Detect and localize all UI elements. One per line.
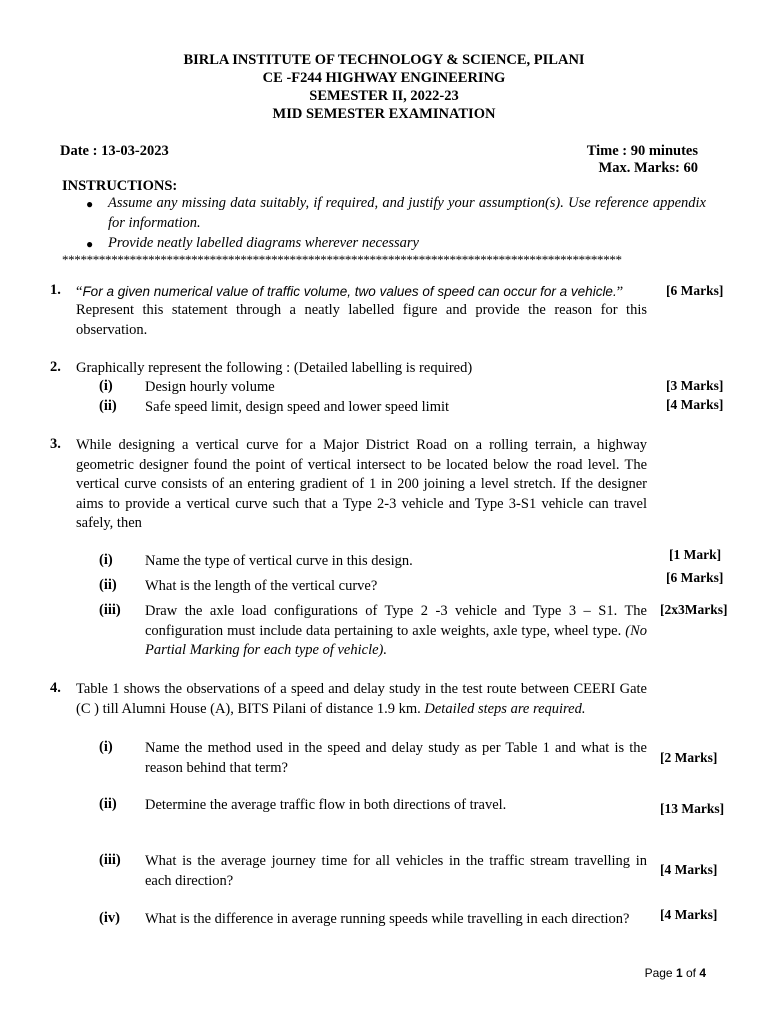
question-3-text: While designing a vertical curve for a Major District Road on a rolling terrain, a highway geometric designer found the point of vertical intersect to be located below the road level. The vertical curve consists of an entering gradient of 1 in 200 joining a level stretch. If the designer aims to provide a vertical curve such that a Type 2-3 vehicle and Type 3-S1 vehicle can travel safely, then (76, 437, 647, 531)
marks-label: [4 Marks] (666, 397, 724, 412)
question-1-text: Represent this statement through a neatly labelled figure and provide the reason for this observation. (76, 302, 647, 338)
instruction-item: Assume any missing data suitably, if required, and justify your assumption(s). Use reference appendix for information. (108, 195, 706, 231)
subpart-number: (i) (99, 552, 113, 568)
instruction-item: Provide neatly labelled diagrams wherever necessary (108, 235, 419, 251)
subpart-text: What is the average journey time for all vehicles in the traffic stream travelling in each direction? (145, 853, 647, 889)
subpart-number: (ii) (99, 796, 117, 812)
marks-label: [2 Marks] (660, 750, 718, 765)
instructions-title: INSTRUCTIONS: (62, 178, 178, 194)
marks-label: [4 Marks] (660, 907, 718, 922)
marks-label: [6 Marks] (666, 570, 724, 585)
marks-label: [6 Marks] (666, 283, 724, 298)
marks-label: [13 Marks] (660, 801, 725, 816)
question-number: 4. (50, 680, 61, 696)
marks-label: [4 Marks] (660, 862, 718, 877)
subpart-number: (i) (99, 739, 113, 755)
separator-line: ******************************************************************************************* (62, 252, 622, 267)
subpart-number: (iii) (99, 602, 121, 618)
exam-date: Date : 13-03-2023 (60, 143, 169, 159)
bullet-icon: ● (86, 237, 94, 251)
subpart-text: Design hourly volume (145, 379, 275, 395)
subpart-text: Name the type of vertical curve in this design. (145, 553, 413, 569)
subpart-text: What is the difference in average running speeds while travelling in each direction? (145, 911, 630, 927)
subpart-text: Draw the axle load configurations of Type 2 -3 vehicle and Type 3 – S1. The configuration must include data pertaining to axle weights, axle type, wheel type. (No Partial Marking for each type of vehicle). (145, 603, 648, 658)
course-title: CE -F244 HIGHWAY ENGINEERING (262, 70, 506, 86)
subpart-text: What is the length of the vertical curve? (145, 578, 378, 594)
question-number: 2. (50, 359, 61, 375)
subpart-number: (ii) (99, 398, 117, 414)
question-number: 3. (50, 436, 61, 452)
page-indicator: Page 1 of 4 (644, 966, 706, 980)
question-4-text: Table 1 shows the observations of a speed and delay study in the test route between CEERI Gate (C ) till Alumni House (A), BITS Pilani of distance 1.9 km. Detailed steps are required. (76, 681, 647, 717)
institute-name: BIRLA INSTITUTE OF TECHNOLOGY & SCIENCE, PILANI (183, 52, 585, 68)
marks-label: [3 Marks] (666, 378, 724, 393)
max-marks: Max. Marks: 60 (598, 160, 698, 176)
subpart-text: Determine the average traffic flow in both directions of travel. (145, 797, 507, 813)
subpart-text: Safe speed limit, design speed and lower speed limit (145, 399, 450, 415)
subpart-number: (iv) (99, 910, 120, 926)
question-2-text: Graphically represent the following : (Detailed labelling is required) (76, 360, 473, 376)
subpart-number: (ii) (99, 577, 117, 593)
exam-title: MID SEMESTER EXAMINATION (272, 106, 496, 122)
subpart-number: (iii) (99, 852, 121, 868)
marks-label: [2x3Marks] (660, 602, 728, 617)
semester: SEMESTER II, 2022-23 (309, 88, 459, 104)
subpart-number: (i) (99, 378, 113, 394)
marks-label: [1 Mark] (669, 547, 722, 562)
bullet-icon: ● (86, 197, 94, 211)
question-1-quote: “For a given numerical value of traffic volume, two values of speed can occur for a vehicle.” (76, 284, 624, 300)
exam-time: Time : 90 minutes (586, 143, 698, 159)
question-number: 1. (50, 282, 61, 298)
subpart-text: Name the method used in the speed and delay study as per Table 1 and what is the reason behind that term? (145, 740, 647, 776)
